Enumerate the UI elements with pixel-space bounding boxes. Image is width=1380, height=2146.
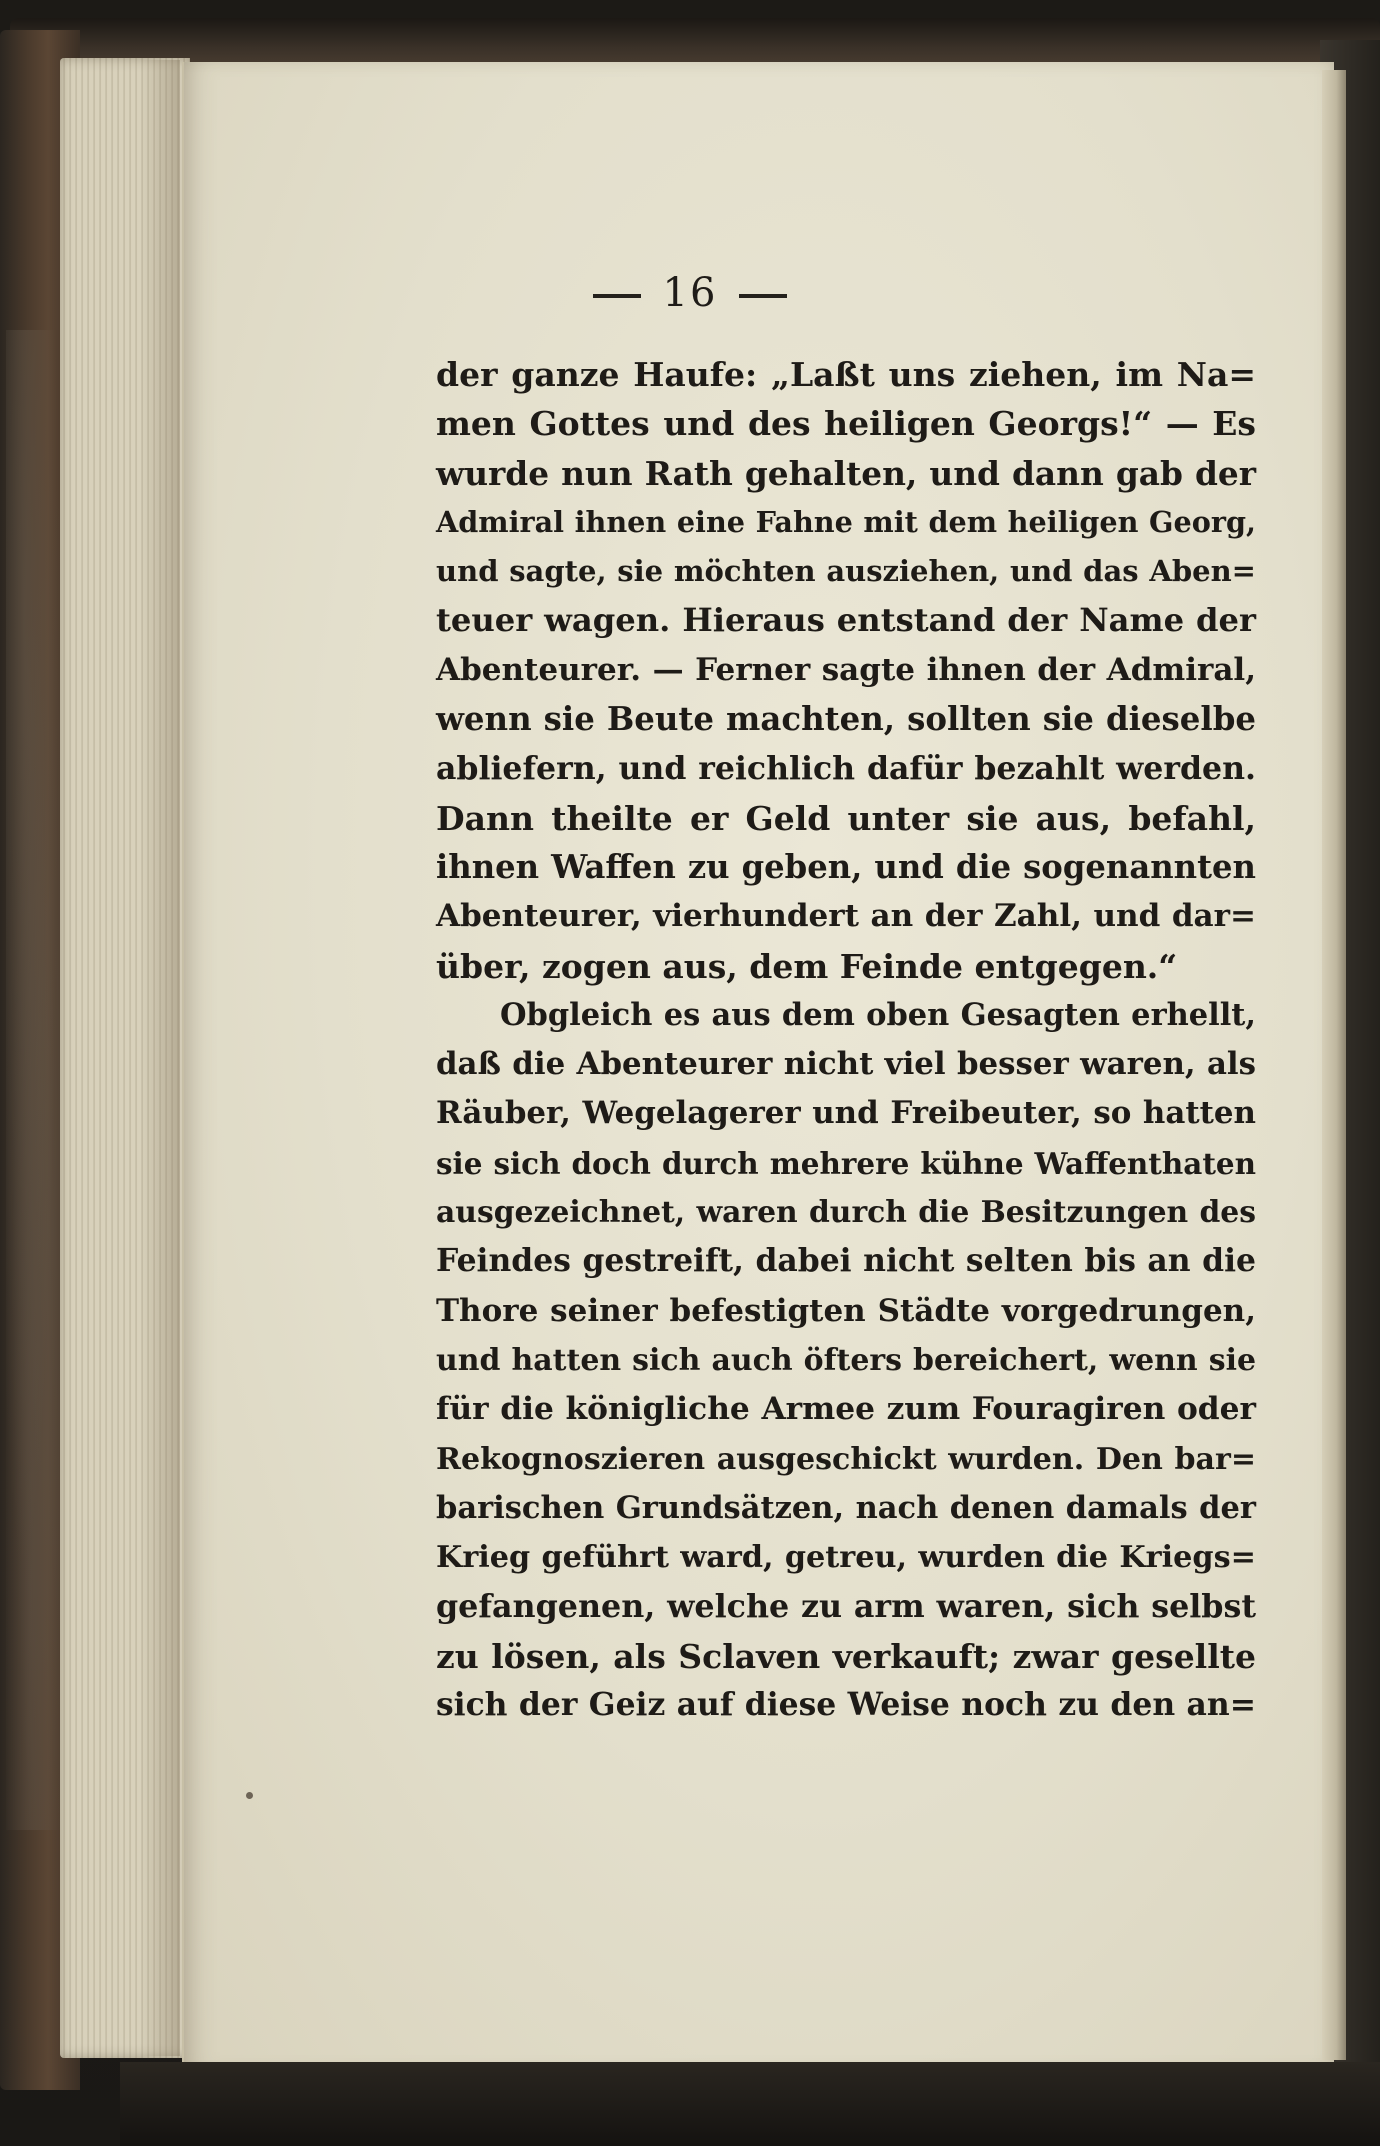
page-body-text — [436, 350, 1256, 1730]
text-line: und sagte, sie möchten ausziehen, und das Aben= — [436, 554, 1256, 589]
text-line: der ganze Haufe: „Laßt uns ziehen, im Na= — [436, 355, 1256, 394]
text-line: Abenteurer. — Ferner sagte ihnen der Admiral, — [436, 651, 1256, 688]
text-line: wenn sie Beute machten, sollten sie dieselbe — [436, 700, 1256, 739]
text-line: ihnen Waffen zu geben, und die sogenannten — [436, 847, 1256, 886]
page-gutter-shadow — [140, 60, 180, 2056]
page-number-dash-right — [739, 294, 787, 298]
text-line: für die königliche Armee zum Fouragiren oder — [436, 1391, 1256, 1428]
text-line: gefangenen, welche zu arm waren, sich selbst — [436, 1588, 1256, 1626]
text-line: Krieg geführt ward, getreu, wurden die Kriegs= — [436, 1540, 1256, 1576]
text-line: sie sich doch durch mehrere kühne Waffenthaten — [436, 1145, 1256, 1181]
text-line: über, zogen aus, dem Feinde entgegen.“ — [436, 946, 1178, 986]
text-line: Admiral ihnen eine Fahne mit dem heiligen Georg, — [436, 504, 1256, 539]
text-line: Räuber, Wegelagerer und Freibeuter, so hatten — [436, 1095, 1256, 1132]
text-line: Thore seiner befestigten Städte vorgedrungen, — [436, 1292, 1256, 1329]
text-line: barischen Grundsätzen, nach denen damals der — [436, 1489, 1256, 1526]
book-cover-top-edge — [10, 18, 1380, 68]
text-line: abliefern, und reichlich dafür bezahlt werden. — [436, 750, 1256, 788]
text-line: daß die Abenteurer nicht viel besser waren, als — [436, 1046, 1256, 1083]
text-line: ausgezeichnet, waren durch die Besitzungen des — [436, 1195, 1256, 1231]
cover-marbling — [6, 330, 68, 1830]
text-line: Feindes gestreift, dabei nicht selten bis an die — [436, 1243, 1256, 1280]
text-line: zu lösen, als Sclaven verkauft; zwar gesellte — [436, 1636, 1256, 1676]
text-line: Abenteurer, vierhundert an der Zahl, und dar= — [436, 898, 1256, 935]
page-number: 16 — [662, 270, 718, 316]
text-line: men Gottes und des heiligen Georgs!“ — Es — [436, 404, 1256, 444]
text-line: teuer wagen. Hieraus entstand der Name der — [436, 601, 1256, 640]
bottom-shadow — [120, 2062, 1380, 2146]
text-line: Dann theilte er Geld unter sie aus, befahl, — [436, 798, 1256, 838]
text-line: und hatten sich auch öfters bereichert, wenn sie — [436, 1342, 1256, 1378]
text-line: Rekognoszieren ausgeschickt wurden. Den bar= — [436, 1441, 1256, 1477]
paper-spot — [246, 1792, 253, 1799]
page-number-header — [0, 270, 1380, 316]
page-right-edge — [1322, 70, 1346, 2060]
page-number-dash-left — [593, 294, 641, 298]
text-line: sich der Geiz auf diese Weise noch zu den an= — [436, 1687, 1256, 1724]
text-line-paragraph-start: Obgleich es aus dem oben Gesagten erhellt, — [500, 996, 1256, 1033]
text-line: wurde nun Rath gehalten, und dann gab der — [436, 453, 1256, 493]
